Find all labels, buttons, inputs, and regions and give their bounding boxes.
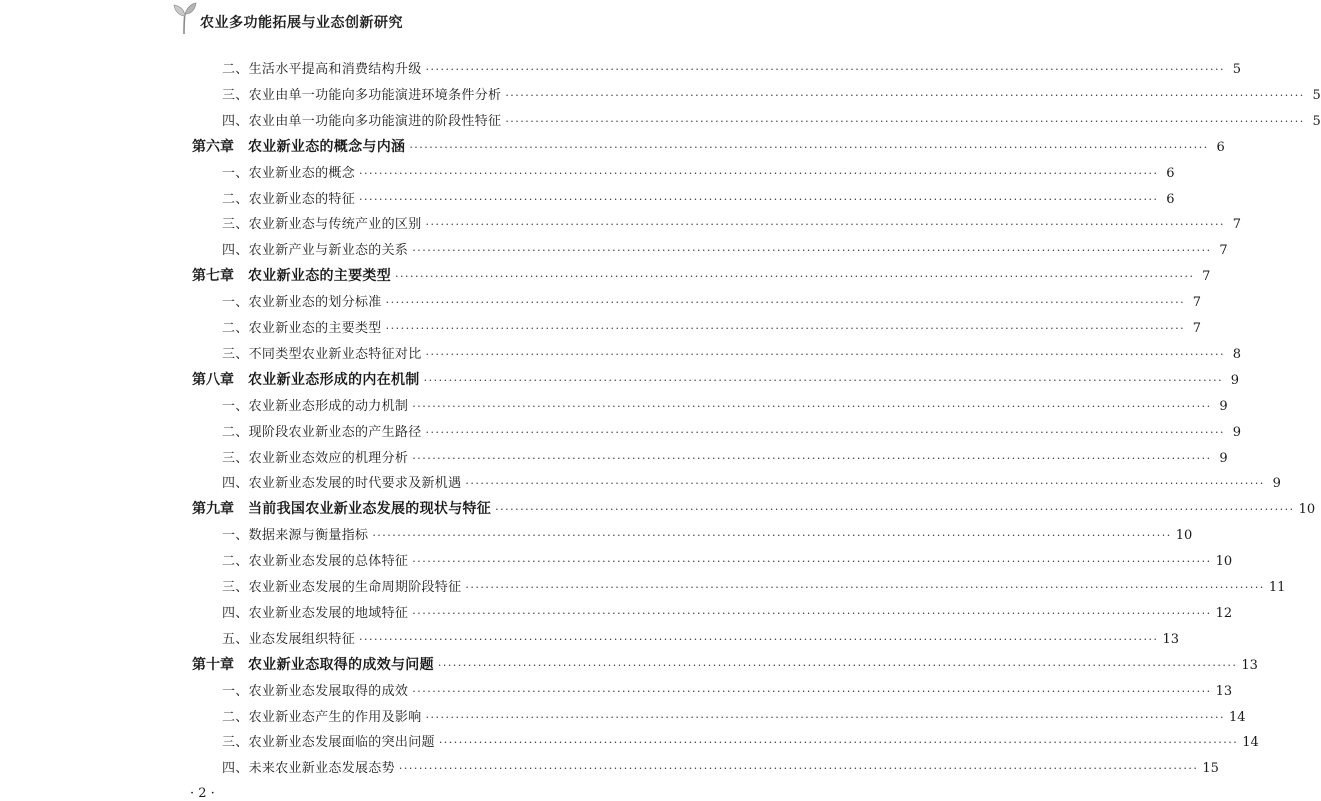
chapter-title: 农业新业态取得的成效与问题 [248, 656, 434, 673]
toc-section-row [222, 84, 1321, 104]
leader-dots: ································································································································································ [409, 140, 1209, 154]
page-ref: 12 [1215, 605, 1233, 621]
page-ref: 9 [1272, 476, 1281, 492]
leader-dots: ································································································································································ [465, 477, 1265, 491]
section-title: 三、农业新业态与传统产业的区别 [222, 217, 422, 233]
leader-dots: ································································································································································ [437, 658, 1238, 672]
page-ref: 7 [1192, 321, 1202, 336]
page-number: · 2 · [190, 786, 215, 801]
chapter-title: 当前我国农业新业态发展的现状与特征 [248, 501, 492, 518]
page-ref: 9 [1232, 424, 1241, 440]
section-title: 三、农业新业态效应的机理分析 [222, 450, 409, 466]
toc-section-row [222, 58, 1241, 78]
section-title: 一、农业新业态形成的动力机制 [222, 398, 409, 414]
leader-dots: ································································································································································ [425, 347, 1225, 361]
chapter-title: 农业新业态形成的内在机制 [248, 371, 420, 388]
page-ref: 6 [1166, 165, 1175, 181]
page-ref: 8 [1232, 346, 1241, 362]
chapter-number: 第九章 [192, 501, 234, 518]
toc-section-row [222, 524, 1193, 544]
toc-chapter-row [192, 136, 1225, 156]
chapter-title: 农业新业态的主要类型 [248, 268, 391, 285]
leader-dots: ································································································································································ [495, 503, 1295, 517]
toc-section-row [222, 395, 1228, 415]
toc-section-row [222, 706, 1246, 726]
page-ref: 10 [1215, 554, 1233, 570]
page-ref: 7 [1219, 243, 1228, 259]
page-ref: 7 [1192, 295, 1202, 311]
page-ref: 5 [1312, 87, 1321, 103]
leader-dots: ································································································································································ [425, 425, 1225, 439]
page-ref: 10 [1175, 528, 1193, 544]
section-title: 四、农业新业态发展的时代要求及新机遇 [222, 476, 462, 492]
section-title: 三、农业由单一功能向多功能演进环境条件分析 [222, 87, 502, 103]
leader-dots: ································································································································································ [505, 88, 1305, 102]
toc-section-row [222, 343, 1241, 363]
toc-section-row [222, 680, 1233, 700]
leader-dots: ································································································································································ [423, 373, 1224, 387]
page-ref: 13 [1162, 631, 1180, 647]
leader-dots: ································································································································································ [412, 684, 1212, 698]
leader-dots: ································································································································································ [425, 710, 1225, 724]
toc-chapter-row [192, 654, 1258, 674]
page-ref: 9 [1219, 398, 1228, 414]
leader-dots: ································································································································································ [505, 114, 1305, 128]
page-ref: 5 [1232, 62, 1241, 77]
toc-section-row [222, 162, 1175, 182]
chapter-number: 第七章 [192, 268, 234, 285]
page-ref: 7 [1202, 269, 1211, 285]
leader-dots: ································································································································································ [412, 399, 1212, 413]
page-ref: 9 [1230, 372, 1240, 388]
page-ref: 13 [1215, 683, 1233, 699]
leader-dots: ································································································································································ [425, 63, 1225, 76]
chapter-number: 第八章 [192, 371, 234, 388]
page-ref: 9 [1219, 450, 1228, 466]
section-title: 三、不同类型农业新业态特征对比 [222, 346, 422, 362]
section-title: 四、未来农业新业态发展态势 [222, 761, 395, 777]
leader-dots: ································································································································································ [412, 555, 1212, 569]
page-ref: 5 [1312, 113, 1321, 129]
section-title: 一、农业新业态发展取得的成效 [222, 683, 409, 699]
section-title: 二、生活水平提高和消费结构升级 [222, 62, 422, 77]
toc-section-row [222, 110, 1321, 130]
leader-dots: ································································································································································ [385, 322, 1186, 335]
toc-section-row [222, 550, 1233, 570]
toc-section-row [222, 188, 1175, 208]
toc-section-row [222, 421, 1241, 441]
section-title: 四、农业新产业与新业态的关系 [222, 243, 409, 259]
section-title: 三、农业新业态发展面临的突出问题 [222, 735, 435, 751]
page-ref: 13 [1241, 657, 1258, 673]
page-ref: 6 [1216, 139, 1225, 155]
leader-dots: ································································································································································ [395, 270, 1195, 284]
toc-section-row [222, 576, 1286, 596]
leader-dots: ································································································································································ [438, 736, 1239, 750]
leader-dots: ································································································································································ [412, 451, 1212, 465]
header-title: 农业多功能拓展与业态创新研究 [200, 15, 403, 31]
section-title: 三、农业新业态发展的生命周期阶段特征 [222, 580, 462, 595]
toc-chapter-row [192, 369, 1240, 389]
page-ref: 6 [1166, 191, 1175, 207]
section-title: 四、农业新业态发展的地域特征 [222, 605, 409, 621]
chapter-number: 第六章 [192, 138, 234, 155]
page-ref: 15 [1202, 761, 1219, 777]
toc-section-row [222, 731, 1259, 751]
page-ref: 14 [1228, 709, 1246, 725]
leader-dots: ································································································································································ [398, 762, 1199, 776]
section-title: 四、农业由单一功能向多功能演进的阶段性特征 [222, 113, 502, 129]
toc-section-row [222, 472, 1281, 492]
toc-chapter-row [192, 498, 1316, 518]
section-title: 二、农业新业态产生的作用及影响 [222, 709, 422, 725]
leader-dots: ································································································································································ [412, 244, 1212, 258]
page-ref: 14 [1242, 735, 1259, 751]
toc-section-row [222, 447, 1228, 467]
section-title: 二、农业新业态的特征 [222, 191, 356, 207]
leader-dots: ································································································································································ [359, 166, 1159, 180]
leader-dots: ································································································································································ [412, 606, 1212, 620]
leader-dots: ································································································································································ [372, 529, 1172, 543]
page-ref: 10 [1298, 502, 1316, 518]
page-ref: 7 [1232, 217, 1241, 233]
leader-dots: ································································································································································ [359, 632, 1159, 646]
toc-section-row [222, 317, 1202, 337]
leader-dots: ································································································································································ [425, 218, 1225, 232]
section-title: 一、农业新业态的划分标准 [222, 295, 382, 311]
section-title: 二、农业新业态的主要类型 [222, 321, 382, 336]
leader-dots: ································································································································································ [385, 296, 1186, 310]
toc-section-row [222, 757, 1219, 777]
page-ref: 11 [1268, 580, 1286, 595]
toc-section-row [222, 628, 1180, 648]
section-title: 一、数据来源与衡量指标 [222, 528, 369, 544]
toc-section-row [222, 239, 1228, 259]
leader-dots: ································································································································································ [465, 581, 1265, 594]
chapter-title: 农业新业态的概念与内涵 [248, 138, 406, 155]
leader-dots: ································································································································································ [359, 192, 1159, 206]
section-title: 五、业态发展组织特征 [222, 631, 356, 647]
section-title: 一、农业新业态的概念 [222, 165, 356, 181]
toc-chapter-row [192, 265, 1211, 285]
chapter-number: 第十章 [192, 656, 234, 673]
section-title: 二、农业新业态发展的总体特征 [222, 554, 409, 570]
toc-section-row [222, 602, 1233, 622]
section-title: 二、现阶段农业新业态的产生路径 [222, 424, 422, 440]
toc-section-row [222, 291, 1202, 311]
toc-section-row [222, 213, 1241, 233]
